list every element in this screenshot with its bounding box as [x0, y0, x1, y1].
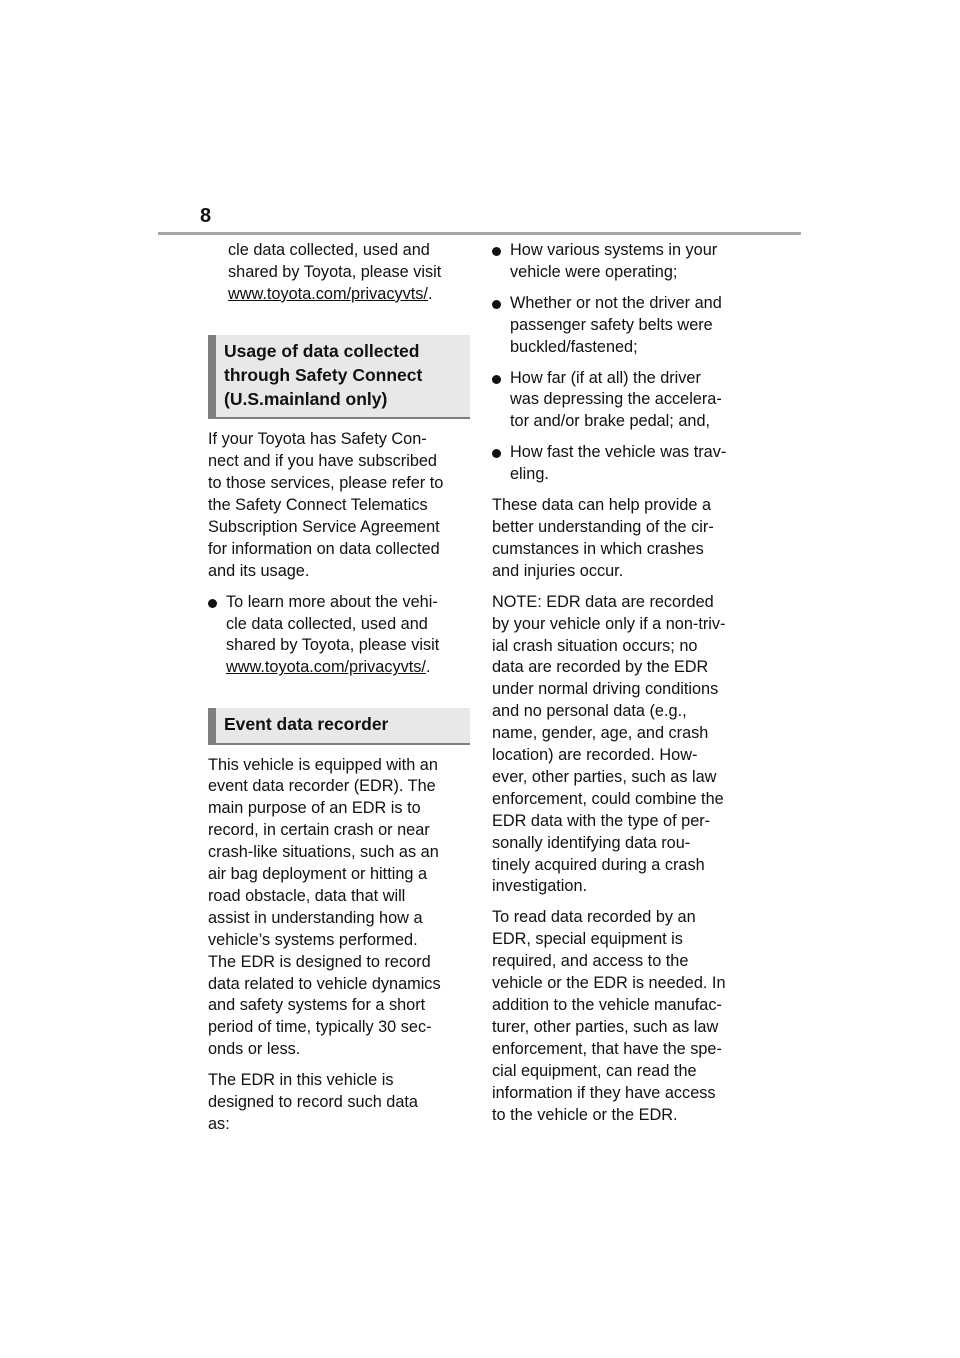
right-column	[492, 240, 754, 1135]
bullet-text: How far (if at all) the driver was depressing the accelera- tor and/or brake pedal; and,	[510, 368, 722, 431]
bullet-text: How various systems in your vehicle were operating;	[510, 241, 718, 281]
bullet-pedal	[492, 368, 754, 434]
heading-safety-connect: Usage of data collected through Safety Connect (U.S.mainland only)	[208, 335, 470, 420]
bullet-text: Whether or not the driver and passenger safety belts were buckled/fastened;	[510, 293, 722, 356]
bullet-text	[226, 592, 470, 680]
edr-paragraph-1: This vehicle is equipped with an event data recorder (EDR). The main purpose of an EDR is to record, in certain crash or near crash-like situations, such as an air bag deployment or hitting a road obstacle, data that will assist in understanding how a vehicle’s systems performed. The EDR is designed to record data related to vehicle dynamics and safety systems for a short period of time, typically 30 sec- onds or less.	[208, 755, 441, 1059]
bullet-dot-icon	[492, 375, 501, 384]
bullet-systems	[492, 240, 754, 284]
read-data-paragraph: To read data recorded by an EDR, special equipment is required, and access to the vehicle or the EDR is needed. In addition to the vehicle manufac- turer, other parties, such as law enforcement, that have the spe- cial equipment, can read the information if they have access to the vehicle or the EDR.	[492, 908, 726, 1124]
intro-period: .	[427, 284, 433, 303]
page-number: 8	[200, 205, 212, 227]
intro-text: cle data collected, used and shared by Toyota, please visit	[228, 241, 442, 281]
left-column	[208, 240, 470, 1145]
bullet-dot-icon	[492, 300, 501, 309]
bullet-dot-icon	[492, 449, 501, 458]
bullet-learn-more-text: To learn more about the vehi- cle data collected, used and shared by Toyota, please visit	[226, 592, 440, 655]
bullet-speed	[492, 442, 754, 486]
privacy-link-2[interactable]: www.toyota.com/privacyvts/	[226, 658, 426, 677]
intro-paragraph	[208, 240, 470, 306]
heading-edr: Event data recorder	[208, 708, 470, 744]
bullet-dot-icon	[208, 599, 217, 608]
bullet-belts	[492, 293, 754, 359]
privacy-link[interactable]: www.toyota.com/privacyvts/	[228, 284, 428, 303]
note-paragraph: NOTE: EDR data are recorded by your vehicle only if a non-triv- ial crash situation occurs; no data are recorded by the EDR under normal driving conditions and no personal data (e.g., name, gender, age, and crash location) are recorded. How- ever, other parties, such as law enforcement, could combine the EDR data with the type of per- sonally identifying data rou- tinely acquired during a crash investigation.	[492, 592, 726, 896]
safety-connect-paragraph: If your Toyota has Safety Con- nect and if you have subscribed to those services, please refer to the Safety Connect Telematics Subscription Service Agreement for information on data collected and its usage.	[208, 430, 444, 580]
bullet-period: .	[425, 658, 431, 677]
bullet-learn-more	[208, 592, 470, 680]
header-rule	[158, 232, 801, 235]
edr-paragraph-2: The EDR in this vehicle is designed to record such data as:	[208, 1071, 418, 1133]
bullet-text: How fast the vehicle was trav- eling.	[510, 443, 727, 484]
bullet-dot-icon	[492, 247, 501, 256]
help-paragraph: These data can help provide a better understanding of the cir- cumstances in which crashes and injuries occur.	[492, 496, 714, 580]
